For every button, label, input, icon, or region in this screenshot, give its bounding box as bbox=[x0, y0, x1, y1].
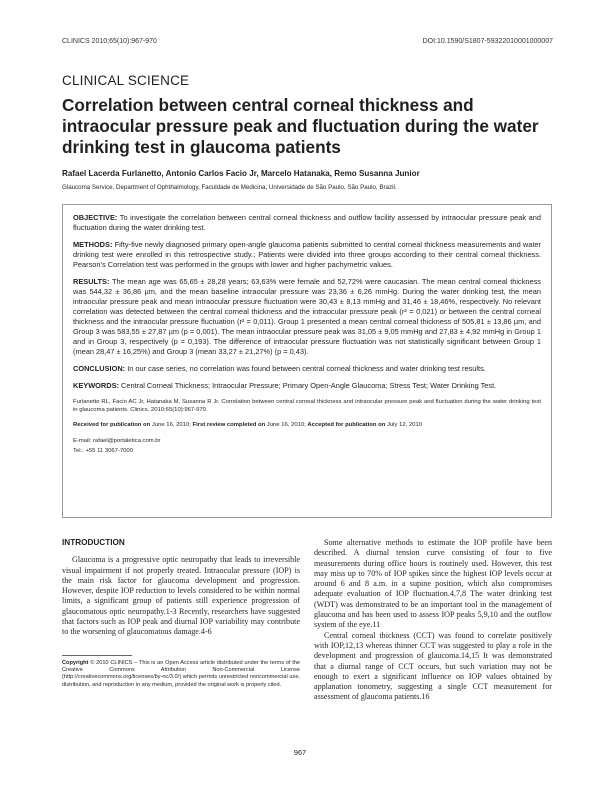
copyright-label: Copyright bbox=[62, 660, 89, 666]
results-label: RESULTS: bbox=[73, 277, 110, 286]
abstract-results bbox=[73, 277, 541, 357]
abstract-box bbox=[62, 204, 552, 518]
right-column bbox=[314, 538, 552, 703]
journal-reference: CLINICS 2010;65(10):967-970 bbox=[62, 38, 157, 45]
copyright-notice bbox=[62, 660, 300, 689]
conclusion-label: CONCLUSION: bbox=[73, 364, 126, 373]
keywords-label: KEYWORDS: bbox=[73, 381, 119, 390]
results-text: The mean age was 65,65 ± 28,28 years; 63,63% were female and 52,72% were caucasian. The mean central corneal thickness was 544,32 ± 36,86 µm, and the mean baseline intraocular pressure was 23,36 ± 6,26 mmHg. During the water drinking test, the mean intraocular pressure peak and mean intraocular pressure fluctuation were 30,43 ± 8,13 mmHg and 31,46 ± 18,46%, respectively. No relevant correlation was detected between the central corneal thickness and the intraocular pressure peak (r² = 0,021) or between the central corneal thickness and the intraocular pressure fluctuation (r² = 0,011). Group 1 presented a mean central corneal thickness of 505,81 ± 13,86 µm, and Group 3 was 583,55 ± 27,87 µm (p = 0,001). The mean intraocular pressure peak was 31,05 ± 9,05 mmHg and 27,83 ± 4,92 mmHg in Group 1 and in Group 3, respectively (p = 0,193). The difference of intraocular pressure fluctuation was not statistically significant between Group 1 (mean 28,47 ± 16,25%) and Group 3 (mean 33,27 ± 21,27%) (p = 0,43). bbox=[73, 277, 541, 356]
keywords-text: Central Corneal Thickness; Intraocular Pressure; Primary Open-Angle Glaucoma; Stress Test; Water Drinking Test. bbox=[119, 381, 497, 390]
accepted-label: Accepted for publication on bbox=[307, 422, 386, 428]
contact-info bbox=[73, 436, 541, 456]
copyright-text: © 2010 CLINICS – This is an Open Access article distributed under the terms of the Creative Commons Attribution Non-Commercial License (http://creativecommons.org/licenses/by-nc/3.0/) which permits unrestricted noncommercial use, distribution, and reproduction in any medium, provided the original work is properly cited. bbox=[62, 660, 300, 688]
doi: DOI:10.1590/S1807-59322010001000007 bbox=[422, 38, 553, 45]
methods-label: METHODS: bbox=[73, 240, 113, 249]
introduction-heading: INTRODUCTION bbox=[62, 538, 125, 547]
accepted-date: July 12, 2010 bbox=[385, 422, 422, 428]
intro-paragraph-1: Glaucoma is a progressive optic neuropathy that leads to irreversible visual impairment if not properly treated. Intraocular pressure (IOP) is the main risk factor for glaucoma development and progression. However, despite IOP reduction to levels considered to be within normal limits, a significant group of patients still experience progression of glaucomatous optic neuropathy.1-3 Recently, researchers have suggested that factors such as IOP peak and diurnal IOP variability may contribute to the worsening of glaucomatous damage.4-6 bbox=[62, 555, 300, 637]
page-number: 967 bbox=[293, 748, 307, 757]
author-list: Rafael Lacerda Furlanetto, Antonio Carlos Facio Jr, Marcelo Hatanaka, Remo Susanna Junior bbox=[62, 169, 420, 178]
received-date: June 16, 2010; bbox=[150, 422, 193, 428]
email: E-mail: rafael@portaletica.com.br bbox=[73, 438, 161, 444]
abstract-conclusion bbox=[73, 364, 541, 374]
conclusion-text: In our case series, no correlation was found between central corneal thickness and water drinking test results. bbox=[125, 364, 486, 373]
received-label: Received for publication on bbox=[73, 422, 151, 428]
intro-paragraph-2: Some alternative methods to estimate the IOP profile have been described. A diurnal tension curve consisting of four to five measurements during office hours is routinely used. However, this test may miss up to 70% of IOP spikes since the highest IOP levels occur at around 6 and 8 a.m. in a supine position, which also compromises adequate evaluation of IOP fluctuation.4,7,8 The water drinking test (WDT) was demonstrated to be an important tool in the management of glaucoma and has been used to assess IOP peaks 5,9,10 and the outflow system of the eye.11 bbox=[314, 538, 552, 630]
publication-dates bbox=[73, 421, 541, 429]
affiliation: Glaucoma Service, Department of Ophthalmology, Faculdade de Medicina, Universidade de São Paulo, São Paulo, Brazil. bbox=[62, 184, 397, 191]
objective-label: OBJECTIVE: bbox=[73, 213, 118, 222]
footnote-divider bbox=[62, 655, 132, 656]
section-label: CLINICAL SCIENCE bbox=[62, 73, 190, 88]
telephone: Tel.: +55 11 3067-7000 bbox=[73, 448, 133, 454]
abstract-keywords bbox=[73, 381, 541, 391]
methods-text: Fifty-five newly diagnosed primary open-angle glaucoma patients submitted to central corneal thickness measurements and water drinking test were enrolled in this retrospective study.; Patients were divided into three groups according to their central corneal thickness. Pearson’s Correlation test was performed in the groups with lower and higher pachymetric values. bbox=[73, 240, 541, 269]
first-review-label: First review completed on bbox=[192, 422, 266, 428]
article-title: Correlation between central corneal thickness and intraocular pressure peak and fluctuation during the water drinking test in glaucoma patients bbox=[62, 95, 539, 157]
citation: Furlanetto RL, Facio AC Jr, Hatanaka M, Susanna R Jr. Correlation between central corneal thickness and intraocular pressure peak and fluctuation during the water drinking test in glaucoma patients. Clinics. 2010;65(10):967-970. bbox=[73, 399, 541, 413]
intro-paragraph-3: Central corneal thickness (CCT) was found to correlate positively with IOP,12,13 whereas thinner CCT was suggested to play a role in the development and progression of glaucoma.14,15 It was demonstrated that a diurnal range of CCT occurs, but such variation may not be enough to exert a significant influence on IOP values obtained by applanation tonometry, suggesting a single CCT measurement for assessment of glaucoma patients.16 bbox=[314, 630, 552, 702]
abstract-objective bbox=[73, 213, 541, 233]
abstract-methods bbox=[73, 240, 541, 270]
objective-text: To investigate the correlation between central corneal thickness and outflow facility assessed by intraocular pressure peak and fluctuation during the water drinking test. bbox=[73, 213, 541, 232]
first-review-date: June 16, 2010; bbox=[265, 422, 308, 428]
left-column bbox=[62, 538, 300, 638]
